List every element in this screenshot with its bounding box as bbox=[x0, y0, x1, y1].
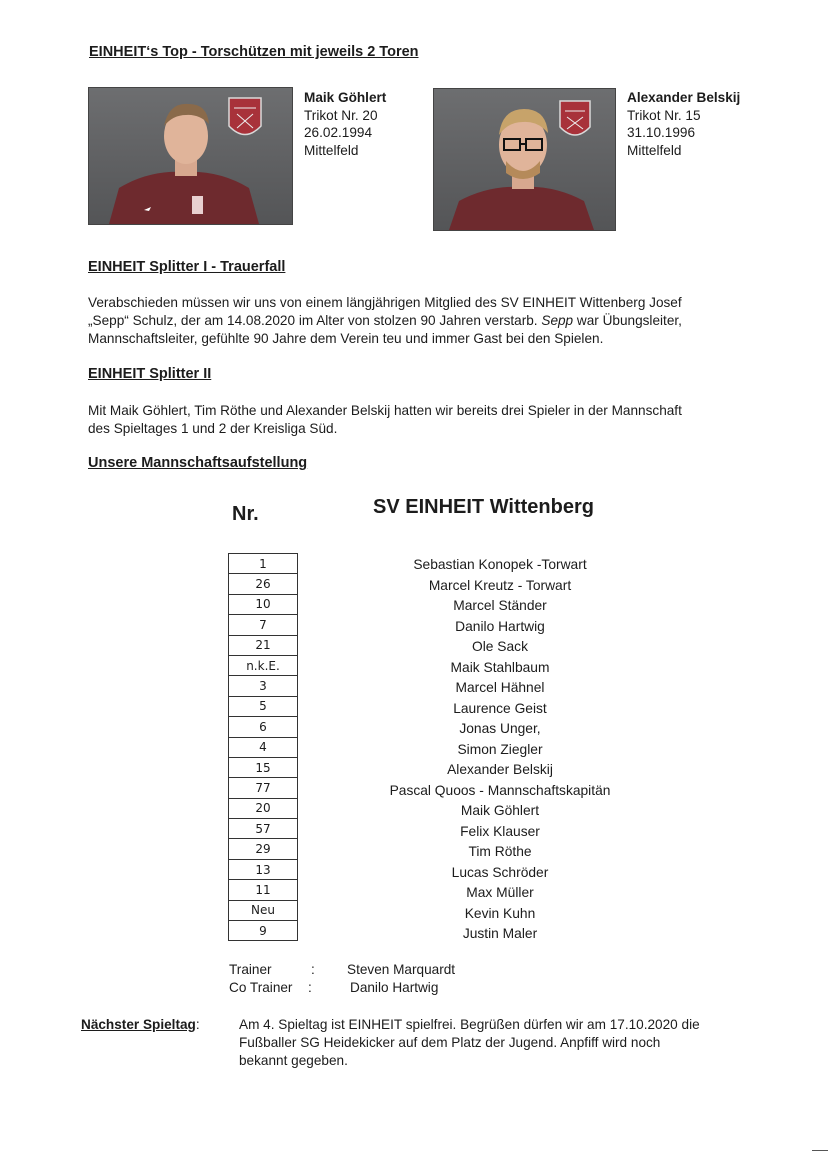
lineup-row bbox=[229, 798, 298, 818]
jersey-number: 15 bbox=[229, 757, 298, 777]
player-jersey: Trikot Nr. 15 bbox=[627, 107, 701, 123]
lineup-row bbox=[229, 900, 298, 920]
lineup-row bbox=[229, 717, 298, 737]
player-portrait-image bbox=[434, 89, 615, 230]
player-portrait-image bbox=[89, 88, 292, 224]
lineup-player-name: Danilo Hartwig bbox=[455, 618, 545, 634]
lineup-row bbox=[229, 554, 298, 574]
jersey-number: 26 bbox=[229, 574, 298, 594]
trainer-name: Steven Marquardt bbox=[347, 962, 456, 977]
player-name-list bbox=[340, 555, 660, 945]
next-matchday-line: Fußballer SG Heidekicker auf dem Platz der Jugend. Anpfiff wird noch bbox=[239, 1035, 661, 1050]
lineup-row bbox=[229, 615, 298, 635]
lineup-row bbox=[229, 819, 298, 839]
jersey-number: n.k.E. bbox=[229, 655, 298, 675]
lineup-row bbox=[229, 921, 298, 941]
trainer-separator: : bbox=[311, 962, 315, 977]
next-matchday-line: Am 4. Spieltag ist EINHEIT spielfrei. Begrüßen dürfen wir am 17.10.2020 die bbox=[239, 1017, 700, 1032]
splitter2-line: des Spieltages 1 und 2 der Kreisliga Süd. bbox=[88, 421, 338, 436]
top-scorers-heading: EINHEIT‘s Top - Torschützen mit jeweils 2 Toren bbox=[89, 44, 419, 60]
lineup-player-name: Lucas Schröder bbox=[451, 864, 549, 880]
lineup-row bbox=[229, 635, 298, 655]
lineup-row bbox=[229, 696, 298, 716]
text-span: „Sepp“ Schulz, der am 14.08.2020 im Alter von stolzen 90 Jahren verstarb. bbox=[88, 313, 542, 328]
splitter1-heading: EINHEIT Splitter I - Trauerfall bbox=[88, 259, 286, 275]
text-italic: Sepp bbox=[541, 313, 574, 328]
lineup-player-name: Maik Göhlert bbox=[460, 803, 540, 818]
player-jersey: Trikot Nr. 20 bbox=[304, 107, 378, 123]
player-position: Mittelfeld bbox=[627, 142, 682, 158]
co-trainer-name: Danilo Hartwig bbox=[350, 980, 439, 995]
jersey-number: 77 bbox=[229, 778, 298, 798]
lineup-row bbox=[229, 839, 298, 859]
lineup-player-name: Simon Ziegler bbox=[457, 741, 543, 757]
player-name: Alexander Belskij bbox=[627, 90, 741, 105]
lineup-player-name: Justin Maler bbox=[462, 926, 538, 941]
splitter2-heading: EINHEIT Splitter II bbox=[88, 366, 212, 382]
jersey-number: 11 bbox=[229, 880, 298, 900]
lineup-player-name: Alexander Belskij bbox=[447, 762, 553, 777]
lineup-row bbox=[229, 737, 298, 757]
player-birthdate: 26.02.1994 bbox=[304, 125, 373, 140]
jersey-number-table bbox=[228, 553, 298, 941]
jersey-number: 6 bbox=[229, 717, 298, 737]
player-name: Maik Göhlert bbox=[304, 90, 387, 105]
jersey-number: 29 bbox=[229, 839, 298, 859]
player-photo-belskij bbox=[433, 88, 616, 231]
next-matchday-line: bekannt gegeben. bbox=[239, 1053, 348, 1068]
jersey-number: 4 bbox=[229, 737, 298, 757]
co-trainer-label: Co Trainer bbox=[229, 980, 293, 995]
nr-header: Nr. bbox=[232, 503, 259, 525]
lineup-player-name: Marcel Ständer bbox=[453, 598, 547, 613]
lineup-player-name: Felix Klauser bbox=[460, 823, 540, 839]
lineup-player-name: Ole Sack bbox=[472, 639, 528, 654]
jersey-number: 7 bbox=[229, 615, 298, 635]
lineup-row bbox=[229, 676, 298, 696]
jersey-number: 3 bbox=[229, 676, 298, 696]
splitter1-paragraph bbox=[88, 294, 778, 348]
lineup-player-name: Maik Stahlbaum bbox=[450, 659, 550, 675]
lineup-player-name: Pascal Quoos - Mannschaftskapitän bbox=[389, 782, 611, 798]
lineup-player-name: Jonas Unger, bbox=[459, 721, 541, 736]
lineup-player-name: Marcel Kreutz - Torwart bbox=[428, 577, 572, 593]
lineup-row bbox=[229, 778, 298, 798]
lineup-row bbox=[229, 655, 298, 675]
splitter1-line: Verabschieden müssen wir uns von einem längjährigen Mitglied des SV EINHEIT Wittenberg Josef bbox=[88, 295, 682, 310]
lineup-row bbox=[229, 594, 298, 614]
jersey-number: Neu bbox=[229, 900, 298, 920]
lineup-player-name: Tim Röthe bbox=[468, 844, 532, 859]
lineup-row bbox=[229, 859, 298, 879]
splitter2-line: Mit Maik Göhlert, Tim Röthe und Alexander Belskij hatten wir bereits drei Spieler in der Mannschaft bbox=[88, 403, 682, 418]
lineup-row bbox=[229, 574, 298, 594]
next-matchday-colon: : bbox=[195, 1017, 200, 1032]
next-matchday-label: Nächster Spieltag bbox=[81, 1017, 196, 1032]
lineup-player-name: Laurence Geist bbox=[453, 700, 547, 716]
trainer-label: Trainer bbox=[229, 962, 272, 977]
next-matchday-label-wrap bbox=[81, 1016, 200, 1034]
jersey-number: 13 bbox=[229, 859, 298, 879]
scan-edge-mark bbox=[812, 1150, 828, 1151]
splitter1-line: Mannschaftsleiter, gefühlte 90 Jahre dem Verein teu und immer Gast bei den Spielen. bbox=[88, 331, 604, 346]
player-photo-goehlert bbox=[88, 87, 293, 225]
next-matchday-text bbox=[239, 1016, 779, 1070]
lineup-player-name: Sebastian Konopek -Torwart bbox=[413, 557, 587, 572]
lineup-row bbox=[229, 880, 298, 900]
lineup-player-name: Kevin Kuhn bbox=[464, 905, 536, 921]
lineup-player-name: Max Müller bbox=[466, 885, 534, 900]
co-trainer-separator: : bbox=[308, 980, 312, 995]
jersey-number: 20 bbox=[229, 798, 298, 818]
text-span: war Übungsleiter, bbox=[573, 313, 682, 328]
lineup-row bbox=[229, 757, 298, 777]
jersey-number: 5 bbox=[229, 696, 298, 716]
team-name: SV EINHEIT Wittenberg bbox=[373, 496, 594, 518]
jersey-number: 57 bbox=[229, 819, 298, 839]
player-info-belskij bbox=[627, 89, 740, 159]
jersey-number: 1 bbox=[229, 554, 298, 574]
player-position: Mittelfeld bbox=[304, 142, 359, 158]
splitter2-paragraph bbox=[88, 402, 778, 438]
jersey-number: 9 bbox=[229, 921, 298, 941]
jersey-number: 10 bbox=[229, 594, 298, 614]
lineup-heading: Unsere Mannschaftsaufstellung bbox=[88, 455, 308, 471]
player-birthdate: 31.10.1996 bbox=[627, 125, 696, 140]
player-info-goehlert bbox=[304, 89, 386, 159]
jersey-number: 21 bbox=[229, 635, 298, 655]
lineup-player-name: Marcel Hähnel bbox=[455, 680, 545, 695]
splitter1-line bbox=[88, 312, 778, 330]
